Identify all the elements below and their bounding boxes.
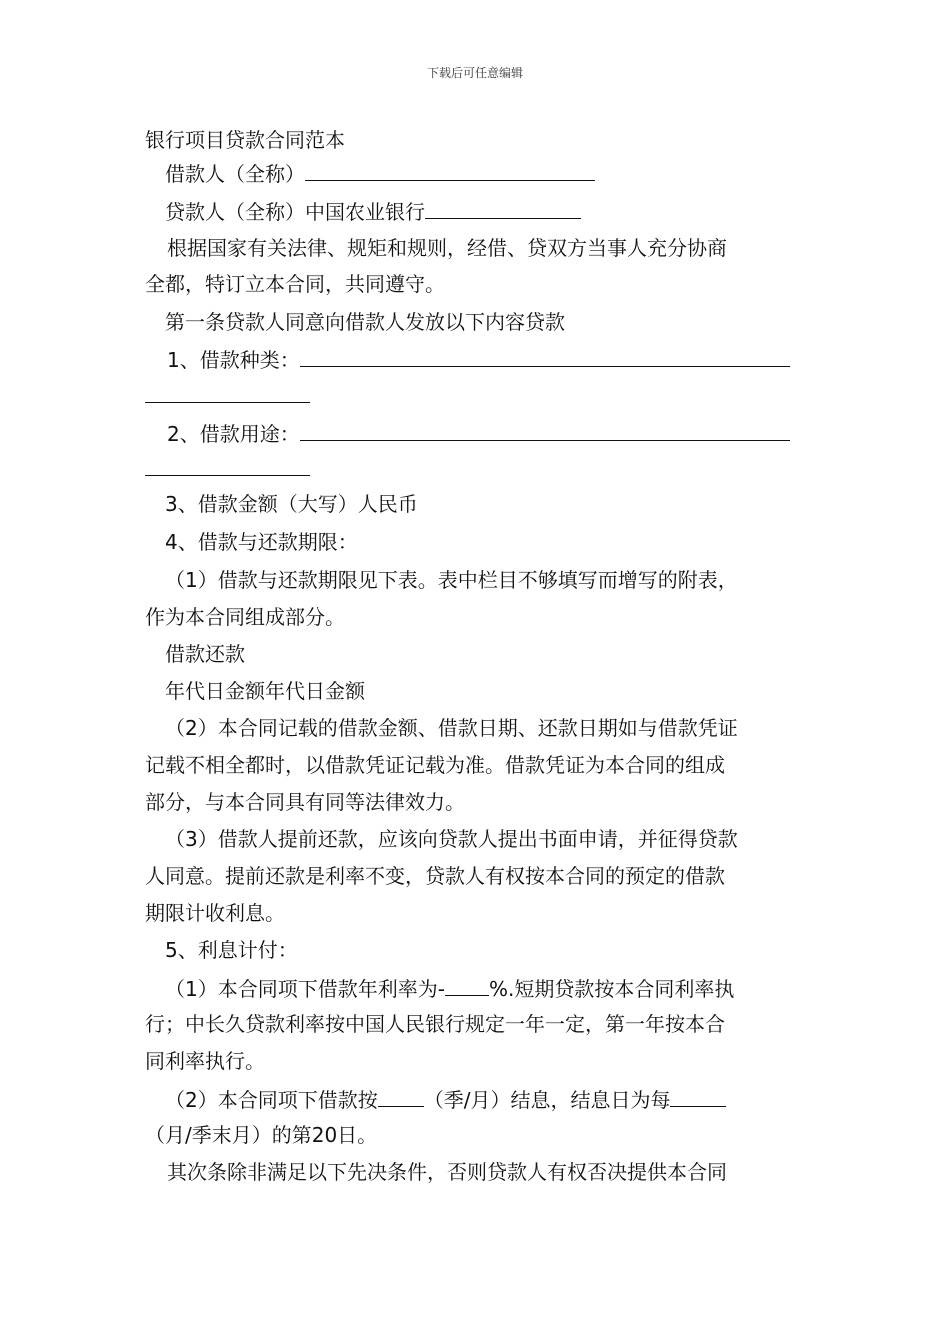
- borrower-label: 借款人（全称）: [165, 162, 305, 186]
- settlement-line: [165, 1086, 726, 1112]
- document-title: 银行项目贷款合同范本: [145, 128, 345, 152]
- paragraph-line: 期限计收利息。: [145, 901, 285, 925]
- loan-type-blank-continued[interactable]: [145, 402, 310, 403]
- paragraph-line: 人同意。提前还款是利率不变，贷款人有权按本合同的预定的借款: [145, 864, 725, 888]
- lender-blank[interactable]: [425, 198, 581, 219]
- paragraph-line: 根据国家有关法律、规矩和规则，经借、贷双方当事人充分协商: [167, 236, 727, 260]
- paragraph-line: 作为本合同组成部分。: [145, 605, 345, 629]
- paragraph-line: 同利率执行。: [145, 1049, 265, 1073]
- loan-type-label: 1、借款种类：: [167, 348, 300, 372]
- settlement-day-blank[interactable]: [670, 1086, 726, 1107]
- paragraph-line: （3）借款人提前还款，应该向贷款人提出书面申请，并征得贷款: [165, 827, 738, 851]
- loan-type-blank[interactable]: [300, 346, 790, 367]
- borrower-line: [165, 160, 595, 186]
- lender-line: [165, 198, 581, 224]
- interest-rate-tail: %.短期贷款按本合同利率执: [488, 977, 735, 1001]
- paragraph-line: 全都，特订立本合同，共同遵守。: [145, 272, 445, 296]
- paragraph-line: 部分，与本合同具有同等法律效力。: [145, 790, 465, 814]
- loan-purpose-blank-continued[interactable]: [145, 475, 310, 476]
- loan-amount-line: 3、借款金额（大写）人民币: [165, 492, 418, 516]
- loan-purpose-blank[interactable]: [300, 420, 790, 441]
- borrower-blank[interactable]: [305, 160, 595, 181]
- interest-rate-label: （1）本合同项下借款年利率为-: [165, 977, 445, 1001]
- paragraph-line: 记载不相全都时，以借款凭证记载为准。借款凭证为本合同的组成: [145, 753, 725, 777]
- settlement-label: （2）本合同项下借款按: [165, 1088, 378, 1112]
- paragraph-line: （月/季末月）的第20日。: [145, 1123, 378, 1147]
- loan-term-heading: 4、借款与还款期限：: [165, 530, 358, 554]
- paragraph-line: 其次条除非满足以下先决条件，否则贷款人有权否决提供本合同: [167, 1160, 727, 1184]
- interest-rate-blank[interactable]: [445, 975, 489, 996]
- paragraph-line: 行；中长久贷款利率按中国人民银行规定一年一定，第一年按本合: [145, 1012, 725, 1036]
- settlement-middle: （季/月）结息，结息日为每: [423, 1088, 671, 1112]
- interest-heading: 5、利息计付：: [165, 938, 298, 962]
- loan-type-line: [167, 346, 790, 372]
- table-header-row: 借款还款: [165, 642, 245, 666]
- loan-purpose-line: [167, 420, 790, 446]
- interest-rate-line: [165, 975, 734, 1001]
- page-header: 下载后可任意编辑: [426, 66, 523, 80]
- settlement-period-blank[interactable]: [378, 1086, 424, 1107]
- paragraph-line: （2）本合同记载的借款金额、借款日期、还款日期如与借款凭证: [165, 716, 738, 740]
- lender-label: 贷款人（全称）中国农业银行: [165, 200, 425, 224]
- loan-purpose-label: 2、借款用途：: [167, 422, 300, 446]
- paragraph-line: （1）借款与还款期限见下表。表中栏目不够填写而增写的附表，: [165, 568, 738, 592]
- article-heading: 第一条贷款人同意向借款人发放以下内容贷款: [165, 310, 565, 334]
- table-column-row: 年代日金额年代日金额: [165, 679, 365, 703]
